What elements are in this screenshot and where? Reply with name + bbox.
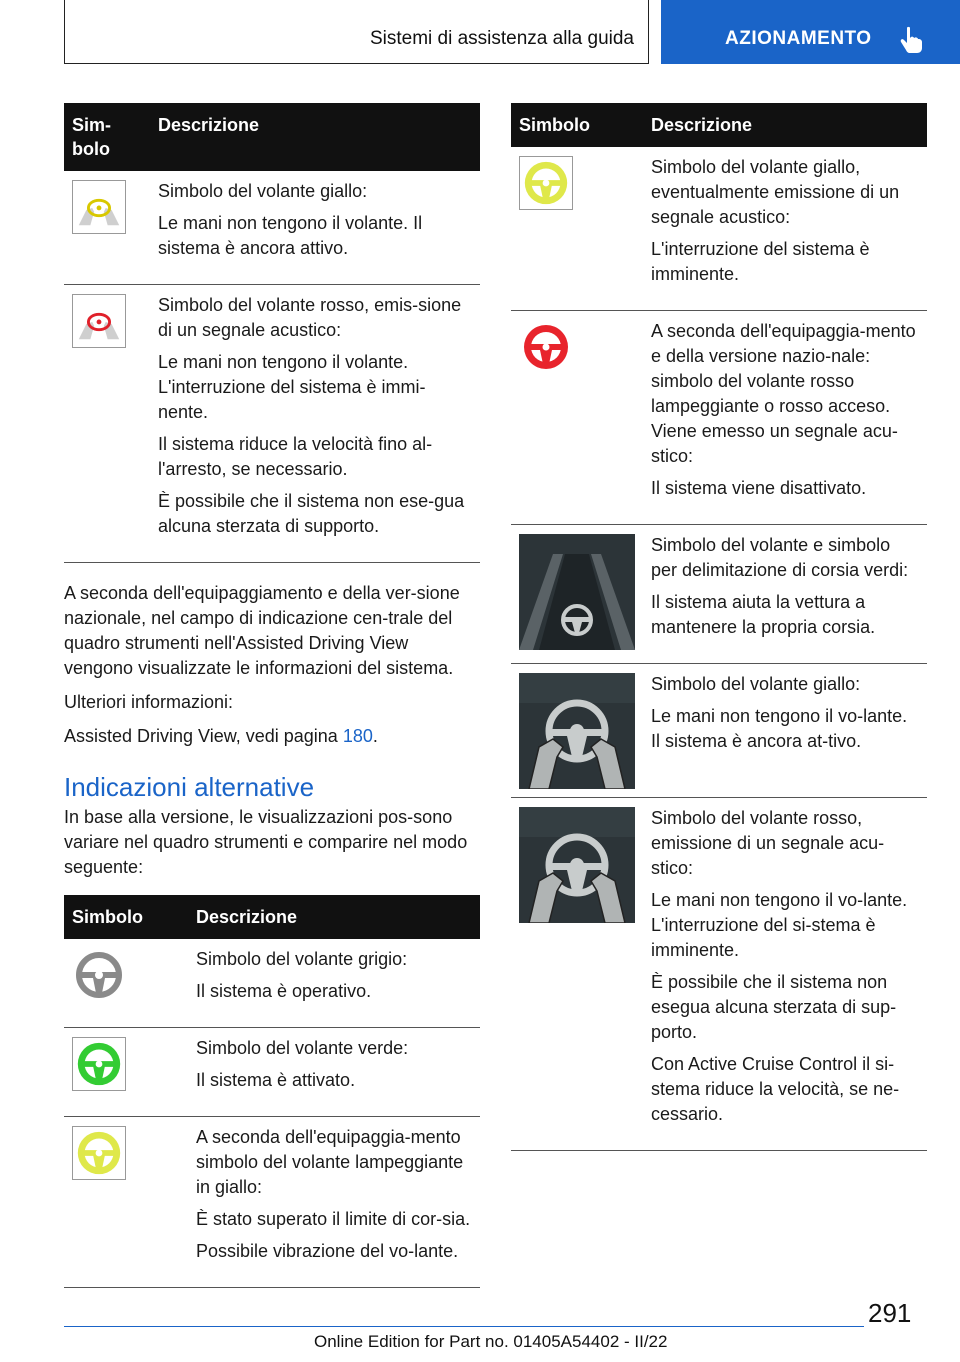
- row-desc-line: Il sistema riduce la velocità fino al-l'arresto, se necessario.: [158, 434, 433, 479]
- row-desc-line: Il sistema è operativo.: [196, 981, 372, 1001]
- left-column: [64, 103, 480, 1288]
- row-desc-line: Il sistema aiuta la vettura a mantenere la propria corsia.: [651, 592, 876, 637]
- steering-wheel-grey-icon: [72, 948, 126, 1002]
- row-desc-line: Simbolo del volante grigio:: [196, 949, 408, 969]
- row-desc-line: Le mani non tengono il volante. L'interruzione del sistema è immi-nente.: [158, 352, 426, 422]
- steering-wheel-red-icon: [519, 320, 573, 374]
- header-title-box: [64, 0, 649, 64]
- cross-reference: [64, 724, 480, 749]
- steering-wheel-green-icon: [72, 1037, 126, 1091]
- page-link[interactable]: 180: [342, 726, 373, 746]
- page-number: 291: [868, 1298, 912, 1328]
- footer-divider: [64, 1326, 864, 1327]
- steering-wheel-yellow-icon: [519, 156, 573, 210]
- col-header-symbol: Sim- bolo: [64, 103, 150, 171]
- row-desc-line: Simbolo del volante giallo:: [158, 181, 368, 201]
- col-header-symbol: Simbolo: [511, 103, 643, 147]
- table-row: [64, 1028, 480, 1117]
- pointing-hand-icon: [899, 26, 923, 54]
- more-info-label: Ulteriori informazioni:: [64, 692, 234, 712]
- table-row: [64, 939, 480, 1028]
- row-desc-line: È stato superato il limite di cor-sia.: [196, 1209, 471, 1229]
- row-desc-line: Con Active Cruise Control il si-stema riduce la velocità, se ne-cessario.: [651, 1054, 900, 1124]
- table-row: [511, 798, 927, 1151]
- steering-wheel-yellow-icon: [72, 1126, 126, 1180]
- col-header-description: Descrizione: [188, 895, 480, 939]
- row-desc-line: Simbolo del volante verde:: [196, 1038, 409, 1058]
- table-row: [511, 664, 927, 798]
- row-desc-line: È possibile che il sistema non ese-gua alcuna sterzata di supporto.: [158, 491, 465, 536]
- row-desc-line: Simbolo del volante rosso, emissione di un segnale acu-stico:: [651, 808, 885, 878]
- chapter-title: Sistemi di assistenza alla guida: [369, 28, 634, 49]
- row-desc-line: Simbolo del volante giallo:: [651, 674, 861, 694]
- table-row: [511, 147, 927, 311]
- row-desc-line: Simbolo del volante giallo, eventualmente emissione di un segnale acustico:: [651, 157, 900, 227]
- row-desc-line: Le mani non tengono il vo-lante. L'interruzione del si-stema è imminente.: [651, 890, 908, 960]
- row-desc-line: Simbolo del volante e simbolo per delimitazione di corsia verdi:: [651, 535, 909, 580]
- row-desc-line: Il sistema è attivato.: [196, 1070, 356, 1090]
- col-header-symbol: Simbolo: [64, 895, 188, 939]
- hands-on-wheel-display-icon: [519, 673, 635, 789]
- edition-text: Online Edition for Part no. 01405A54402 - II/22: [314, 1332, 668, 1351]
- intro-paragraph: A seconda dell'equipaggiamento e della ver-sione nazionale, nel campo di indicazione cen-trale del quadro strumenti nell'Assisted Driving View vengono visualizzate le informazioni del sistema.: [64, 583, 460, 678]
- row-desc-line: Le mani non tengono il vo-lante. Il sistema è ancora at-tivo.: [651, 706, 908, 751]
- symbol-table-right: [511, 103, 927, 1151]
- symbol-table-alternative: [64, 895, 480, 1288]
- row-desc-line: A seconda dell'equipaggia-mento e della versione nazio-nale: simbolo del volante rosso lampeggiante o rosso acceso. Viene emesso un segnale acu-stico:: [651, 321, 916, 466]
- table-row: [64, 285, 480, 563]
- right-column: [511, 103, 927, 1151]
- col-header-description: Descrizione: [643, 103, 927, 147]
- cross-reference-end: .: [372, 726, 378, 746]
- row-desc-line: Possibile vibrazione del vo-lante.: [196, 1241, 459, 1261]
- section-tab[interactable]: [661, 0, 960, 64]
- section-heading: Indicazioni alternative: [64, 772, 315, 802]
- row-desc-line: È possibile che il sistema non esegua alcuna sterzata di sup-porto.: [651, 972, 897, 1042]
- col-header-description: Descrizione: [150, 103, 480, 171]
- table-row: [511, 525, 927, 664]
- row-desc-line: L'interruzione del sistema è imminente.: [651, 239, 870, 284]
- hands-on-wheel-warning-display-icon: [519, 807, 635, 923]
- row-desc-line: A seconda dell'equipaggia-mento simbolo del volante lampeggiante in giallo:: [196, 1127, 464, 1197]
- table-row: [64, 171, 480, 285]
- steering-wheel-hands-yellow-icon: [72, 180, 126, 234]
- steering-wheel-hands-red-icon: [72, 294, 126, 348]
- table-row: [64, 1117, 480, 1288]
- alternative-intro: In base alla versione, le visualizzazioni pos-sono variare nel quadro strumenti e comparire nel modo seguente:: [64, 807, 468, 877]
- symbol-table-hands: [64, 103, 480, 563]
- table-row: [511, 311, 927, 525]
- section-title: AZIONAMENTO: [725, 28, 872, 49]
- row-desc-line: Le mani non tengono il volante. Il sistema è ancora attivo.: [158, 213, 423, 258]
- cross-reference-text: Assisted Driving View, vedi pagina: [64, 726, 343, 746]
- row-desc-line: Il sistema viene disattivato.: [651, 478, 867, 498]
- lane-and-wheel-display-icon: [519, 534, 635, 650]
- row-desc-line: Simbolo del volante rosso, emis-sione di un segnale acustico:: [158, 295, 462, 340]
